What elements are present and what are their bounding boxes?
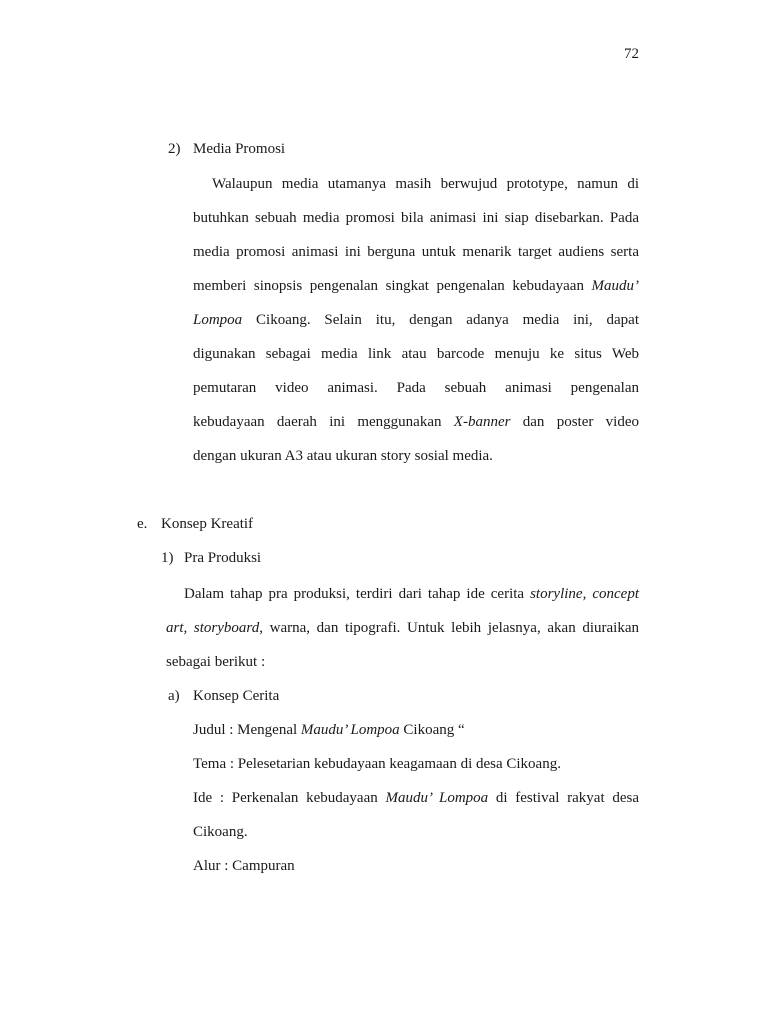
paragraph-line: Walaupun media utamanya masih berwujud prototype, namun di xyxy=(212,176,639,192)
subsection-heading-pra-produksi: Pra Produksi xyxy=(184,550,262,566)
paragraph-line: Lompoa Cikoang. Selain itu, dengan adanya media ini, dapat xyxy=(193,312,639,328)
paragraph-line: sebagai berikut : xyxy=(166,654,266,670)
list-marker: a) xyxy=(168,688,180,704)
paragraph-line: digunakan sebagai media link atau barcode menuju ke situs Web xyxy=(193,346,639,362)
ide-line-continued: Cikoang. xyxy=(193,824,248,840)
paragraph-line: Dalam tahap pra produksi, terdiri dari tahap ide cerita storyline, concept xyxy=(184,586,639,602)
alur-line: Alur : Campuran xyxy=(193,858,295,874)
paragraph-line: dengan ukuran A3 atau ukuran story sosial media. xyxy=(193,448,493,464)
section-heading-konsep-kreatif: Konsep Kreatif xyxy=(161,516,254,532)
list-marker: e. xyxy=(137,516,148,532)
paragraph-line: media promosi animasi ini berguna untuk menarik target audiens serta xyxy=(193,244,639,260)
paragraph-line: kebudayaan daerah ini menggunakan X-banner dan poster video xyxy=(193,414,640,430)
list-marker: 2) xyxy=(168,141,181,157)
section-heading-media-promosi: Media Promosi xyxy=(193,141,286,157)
list-marker: 1) xyxy=(161,550,174,566)
tema-line: Tema : Pelesetarian kebudayaan keagamaan di desa Cikoang. xyxy=(193,756,561,772)
judul-line: Judul : Mengenal Maudu’ Lompoa Cikoang “ xyxy=(193,722,465,738)
paragraph-line: art, storyboard, warna, dan tipografi. Untuk lebih jelasnya, akan diuraikan xyxy=(166,620,639,636)
paragraph-line: butuhkan sebuah media promosi bila animasi ini siap disebarkan. Pada xyxy=(193,210,639,226)
paragraph-line: memberi sinopsis pengenalan singkat pengenalan kebudayaan Maudu’ xyxy=(193,278,639,294)
ide-line: Ide : Perkenalan kebudayaan Maudu’ Lompoa di festival rakyat desa xyxy=(193,790,639,806)
page-number: 72 xyxy=(624,46,639,62)
subsection-heading-konsep-cerita: Konsep Cerita xyxy=(193,688,280,704)
paragraph-line: pemutaran video animasi. Pada sebuah animasi pengenalan xyxy=(193,380,639,396)
